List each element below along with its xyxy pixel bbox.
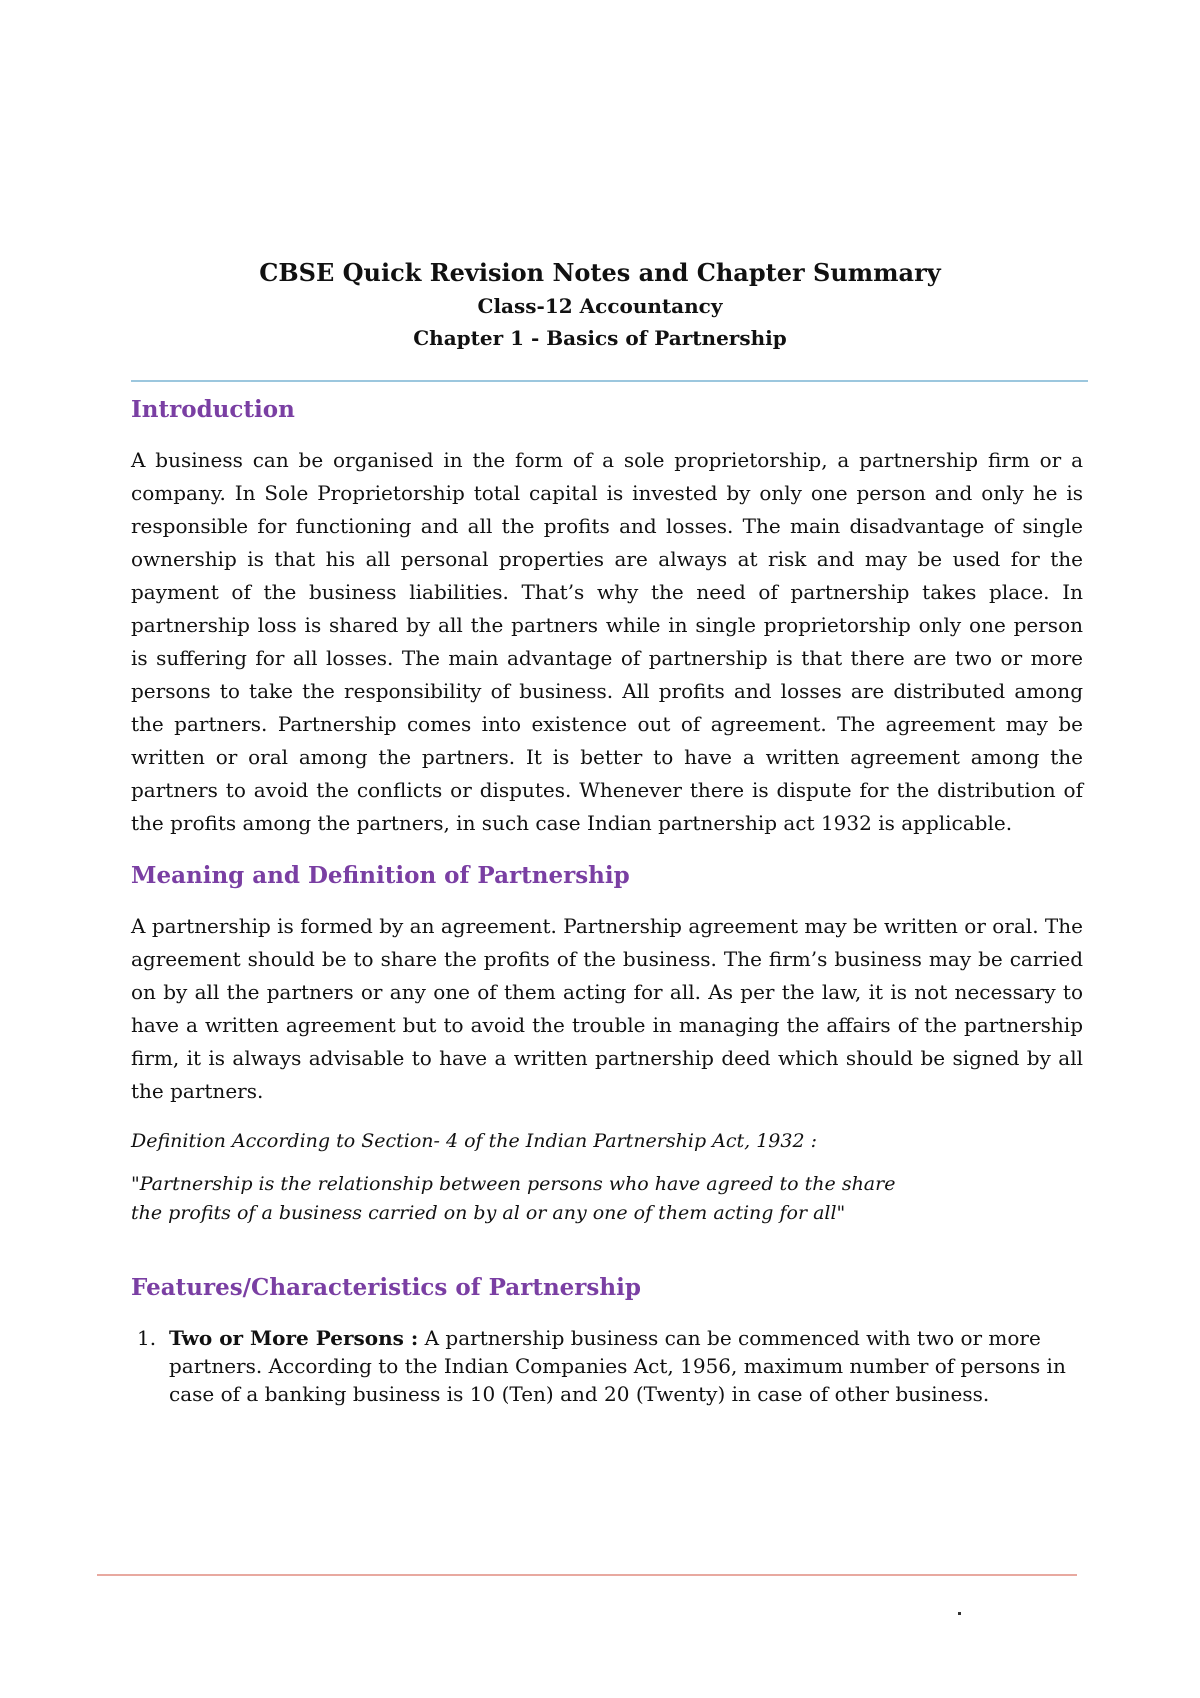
introduction-paragraph: A business can be organised in the form of a sole proprietorship, a partnership firm or a company. In Sole Proprietorship total capital is invested by only one person and only he is responsible for functioning and all the profits and losses. The main disadvantage of single ownership is that his all personal properties are always at risk and may be used for the payment of the business liabilities. That’s why the need of partnership takes place. In partnership loss is shared by all the partners while in single proprietorship only one person is suffering for all losses. The main advantage of partnership is that there are two or more persons to take the responsibility of business. All profits and losses are distributed among the partners. Partnership comes into existence out of agreement. The agreement may be written or oral among the partners. It is better to have a written agreement among the partners to avoid the conflicts or disputes. Whenever there is dispute for the distribution of the profits among the partners, in such case Indian partnership act 1932 is applicable. <box>131 448 1083 835</box>
meaning-heading: Meaning and Definition of Partnership <box>131 862 630 889</box>
footer-mark <box>958 1612 961 1615</box>
introduction-heading: Introduction <box>131 396 295 423</box>
features-heading: Features/Characteristics of Partnership <box>131 1274 641 1301</box>
footer-divider <box>97 1574 1077 1576</box>
chapter-subtitle: Chapter 1 - Basics of Partnership <box>413 326 787 350</box>
class-subtitle: Class-12 Accountancy <box>477 294 723 318</box>
definition-quote-line-1: "Partnership is the relationship between persons who have agreed to the share <box>131 1173 896 1195</box>
meaning-paragraph: A partnership is formed by an agreement. Partnership agreement may be written or oral. The agreement should be to share the profits of the business. The firm’s business may be carried on by all the partners or any one of them acting for all. As per the law, it is not necessary to have a written agreement but to avoid the trouble in managing the affairs of the partnership firm, it is always advisable to have a written partnership deed which should be signed by all the partners. <box>131 914 1083 1103</box>
definition-quote-line-2: the profits of a business carried on by al or any one of them acting for all" <box>131 1202 846 1224</box>
definition-label: Definition According to Section- 4 of the Indian Partnership Act, 1932 : <box>131 1130 818 1152</box>
header-divider <box>131 380 1088 382</box>
document-content <box>131 394 1083 1408</box>
features-list <box>131 1324 1083 1408</box>
title-block <box>0 256 1200 354</box>
list-item-term: Two or More Persons : <box>169 1326 419 1350</box>
document-title: CBSE Quick Revision Notes and Chapter Summary <box>259 258 941 287</box>
list-item-text: A partnership business can be commenced with two or more partners. According to the Indian Companies Act, 1956, maximum number of persons in case of a banking business is 10 (Ten) and 20 (Twenty) in case of other business. <box>169 1326 1066 1406</box>
list-item-number: 1. <box>137 1326 157 1350</box>
list-item <box>131 1324 1083 1408</box>
